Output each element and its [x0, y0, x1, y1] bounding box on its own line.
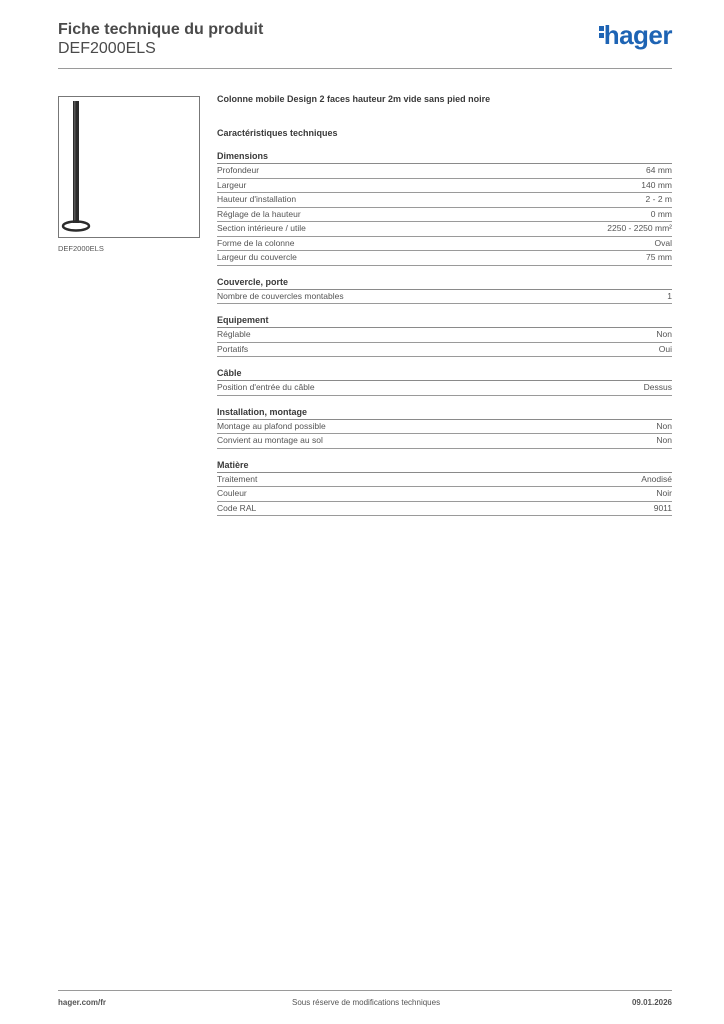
section-title: Matière	[217, 460, 672, 473]
column-product-icon	[59, 97, 199, 237]
spec-label: Largeur du couvercle	[217, 252, 297, 262]
spec-label: Position d'entrée du câble	[217, 382, 315, 392]
spec-value: Non	[656, 435, 672, 445]
spec-row	[217, 487, 672, 502]
spec-label: Traitement	[217, 473, 258, 484]
spec-section	[217, 315, 672, 357]
spec-row	[217, 328, 672, 343]
spec-section	[217, 368, 672, 396]
spec-row	[217, 502, 672, 517]
footer-divider	[58, 990, 672, 991]
spec-value: 1	[667, 290, 672, 301]
spec-row	[217, 420, 672, 435]
spec-row	[217, 222, 672, 237]
spec-value: Non	[656, 329, 672, 339]
spec-label: Couleur	[217, 488, 247, 498]
footer-date: 09.01.2026	[631, 998, 672, 1007]
spec-row	[217, 208, 672, 223]
spec-section	[217, 277, 672, 305]
footer-note: Sous réserve de modifications techniques	[292, 998, 441, 1007]
product-image	[58, 96, 200, 238]
header-divider	[58, 68, 672, 69]
spec-section	[217, 460, 672, 517]
spec-section	[217, 407, 672, 449]
spec-value: 140 mm	[641, 179, 672, 190]
spec-label: Portatifs	[217, 343, 249, 354]
spec-row	[217, 473, 672, 488]
spec-value: 2 - 2 m	[645, 194, 672, 204]
spec-label: Montage au plafond possible	[217, 420, 326, 431]
page-header	[58, 20, 672, 58]
spec-label: Code RAL	[217, 502, 257, 513]
spec-value: 9011	[653, 502, 672, 513]
section-title: Couvercle, porte	[217, 277, 672, 290]
spec-label: Largeur	[217, 179, 247, 190]
spec-value: Anodisé	[641, 473, 672, 484]
spec-label: Hauteur d'installation	[217, 194, 297, 204]
page-title: Fiche technique du produit	[58, 21, 264, 38]
spec-label: Profondeur	[217, 165, 260, 175]
spec-row	[217, 193, 672, 208]
hager-logo	[599, 20, 672, 51]
spec-label: Section intérieure / utile	[217, 223, 306, 233]
spec-value: 0 mm	[650, 208, 672, 219]
footer-website[interactable]: hager.com/fr	[58, 998, 107, 1007]
section-title: Installation, montage	[217, 407, 672, 420]
spec-sections	[217, 151, 672, 516]
spec-row	[217, 237, 672, 252]
spec-row	[217, 164, 672, 179]
section-title: Câble	[217, 368, 672, 381]
spec-value: Non	[656, 420, 672, 431]
spec-label: Réglage de la hauteur	[217, 208, 301, 219]
product-reference: DEF2000ELS	[58, 40, 156, 57]
image-caption: DEF2000ELS	[58, 244, 104, 253]
logo-text: hager	[603, 20, 672, 50]
spec-label: Réglable	[217, 329, 251, 339]
spec-content	[217, 94, 672, 516]
spec-value: 2250 - 2250 mm²	[607, 223, 672, 233]
section-title: Dimensions	[217, 151, 672, 164]
spec-label: Nombre de couvercles montables	[217, 290, 344, 301]
spec-value: Dessus	[643, 382, 672, 392]
spec-row	[217, 343, 672, 358]
spec-row	[217, 290, 672, 305]
spec-row	[217, 179, 672, 194]
spec-section	[217, 151, 672, 266]
spec-value: Noir	[656, 488, 672, 498]
spec-value: 64 mm	[646, 165, 672, 175]
spec-value: 75 mm	[646, 252, 672, 262]
spec-row	[217, 251, 672, 266]
spec-row	[217, 434, 672, 449]
section-title: Equipement	[217, 315, 672, 328]
technical-characteristics-title: Caractéristiques techniques	[217, 128, 338, 138]
spec-label: Convient au montage au sol	[217, 435, 323, 445]
spec-value: Oval	[654, 237, 672, 248]
spec-label: Forme de la colonne	[217, 237, 295, 248]
spec-value: Oui	[658, 343, 672, 354]
spec-row	[217, 381, 672, 396]
product-description: Colonne mobile Design 2 faces hauteur 2m vide sans pied noire	[217, 94, 491, 104]
